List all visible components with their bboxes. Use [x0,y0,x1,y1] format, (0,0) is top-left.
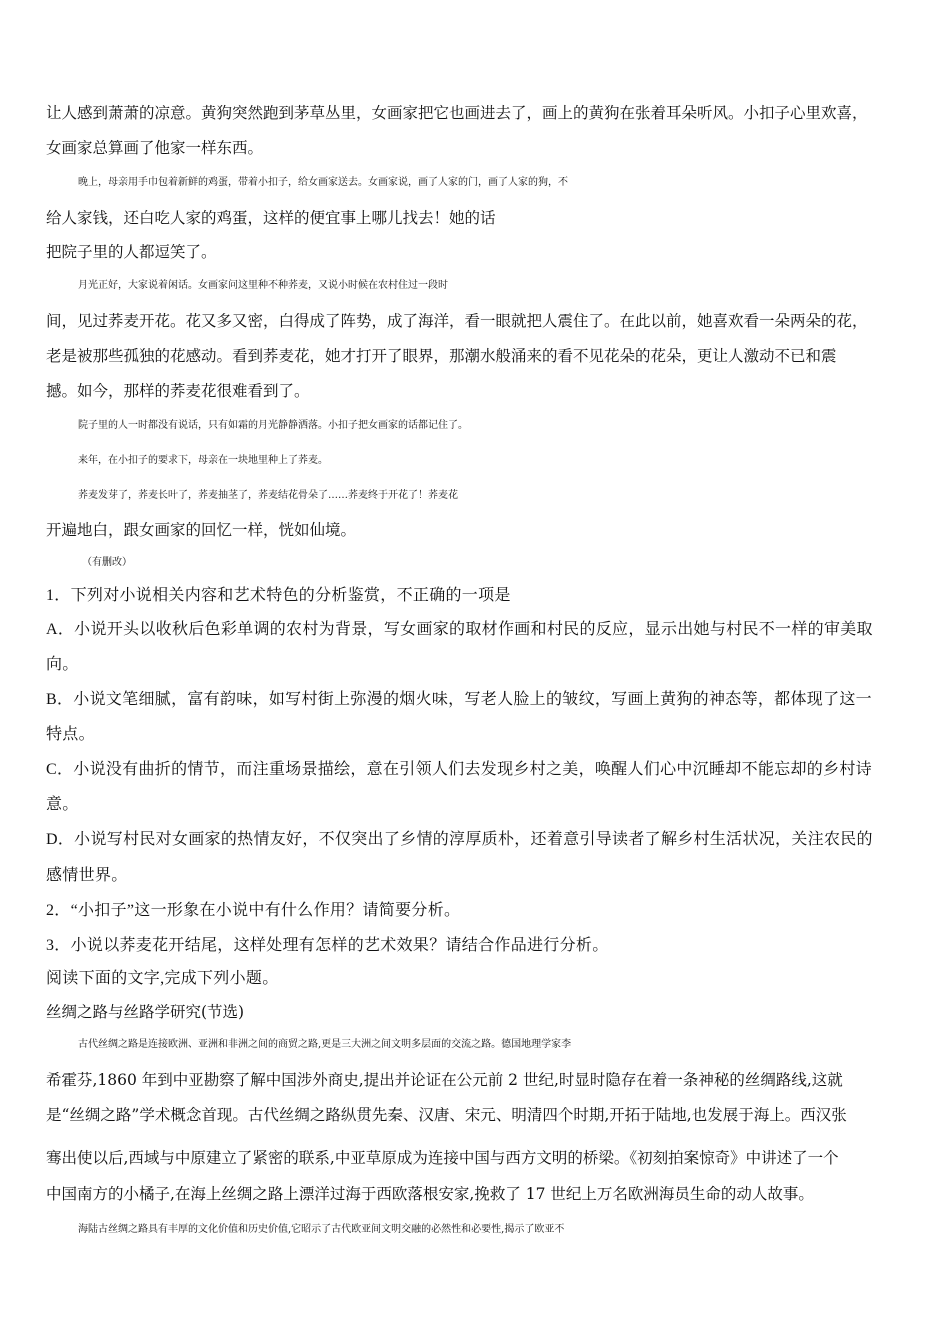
story-line: 女画家总算画了他家一样东西。 [46,139,264,157]
story-line: 间，见过荞麦开花。花又多又密，白得成了阵势，成了海洋，看一眼就把人震住了。在此以前，她喜欢看一朵两朵的花， [46,312,868,330]
story-line: 撼。如今，那样的荞麦花很难看到了。 [46,382,310,400]
story-line: 老是被那些孤独的花感动。看到荞麦花，她才打开了眼界，那潮水般涌来的看不见花朵的花朵，更让人激动不已和震 [46,347,837,365]
option-b-cont: 特点。 [46,726,95,743]
story-line: 院子里的人一时都没有说话，只有如霜的月光静静洒落。小扣子把女画家的话都记住了。 [78,420,468,431]
reading-instruction: 阅读下面的文字,完成下列小题。 [46,970,279,987]
story-line: 把院子里的人都逗笑了。 [46,243,217,261]
story-line: 开遍地白，跟女画家的回忆一样，恍如仙境。 [46,521,357,539]
story-line: 给人家钱，还白吃人家的鸡蛋，这样的便宜事上哪儿找去！她的话 [46,209,496,227]
option-d-cont: 感情世界。 [46,867,128,884]
story-line: 晚上，母亲用手巾包着新鲜的鸡蛋，带着小扣子，给女画家送去。女画家说，画了人家的门，画了人家的狗，不 [78,177,568,188]
passage-line: 海陆古丝绸之路具有丰厚的文化价值和历史价值,它昭示了古代欧亚间文明交融的必然性和必要性,揭示了欧亚不 [78,1224,565,1235]
option-b: B．小说文笔细腻，富有韵味，如写村街上弥漫的烟火味，写老人脸上的皱纹，写画上黄狗的神态等，都体现了这一 [46,691,872,708]
question-3: 3．小说以荞麦花开结尾，这样处理有怎样的艺术效果？请结合作品进行分析。 [46,937,609,954]
story-line: 荞麦发芽了，荞麦长叶了，荞麦抽茎了，荞麦结花骨朵了……荞麦终于开花了！荞麦花 [78,490,458,501]
passage-line: 是“丝绸之路”学术概念首现。古代丝绸之路纵贯先秦、汉唐、宋元、明清四个时期,开拓于陆地,也发展于海上。西汉张 [46,1106,847,1124]
passage-title: 丝绸之路与丝路学研究(节选) [46,1003,245,1021]
option-c: C．小说没有曲折的情节，而注重场景描绘，意在引领人们去发现乡村之美，唤醒人们心中沉睡却不能忘却的乡村诗 [46,761,872,778]
passage-line: 中国南方的小橘子,在海上丝绸之路上漂洋过海于西欧落根安家,挽救了 17 世纪上万名欧洲海员生命的动人故事。 [46,1185,814,1203]
question-1: 1．下列对小说相关内容和艺术特色的分析鉴赏，不正确的一项是 [46,587,511,604]
passage-line: 希霍芬,1860 年到中亚勘察了解中国涉外商史,提出并论证在公元前 2 世纪,时显时隐存在着一条神秘的丝绸路线,这就 [46,1071,843,1089]
option-d: D．小说写村民对女画家的热情友好，不仅突出了乡情的淳厚质朴，还着意引导读者了解乡村生活状况，关注农民的 [46,831,873,848]
option-a: A．小说开头以收秋后色彩单调的农村为背景，写女画家的取材作画和村民的反应，显示出她与村民不一样的审美取 [46,621,873,638]
story-line: 来年，在小扣子的要求下，母亲在一块地里种上了荞麦。 [78,455,328,466]
story-line: 让人感到萧萧的凉意。黄狗突然跑到茅草丛里，女画家把它也画进去了，画上的黄狗在张着耳朵听风。小扣子心里欢喜， [46,104,868,122]
revision-note: （有删改） [82,557,132,568]
passage-line: 骞出使以后,西域与中原建立了紧密的联系,中亚草原成为连接中国与西方文明的桥梁。《初刻拍案惊奇》中讲述了一个 [46,1149,839,1167]
question-2: 2．“小扣子”这一形象在小说中有什么作用？请简要分析。 [46,902,461,919]
option-c-cont: 意。 [46,796,79,813]
passage-line: 古代丝绸之路是连接欧洲、亚洲和非洲之间的商贸之路,更是三大洲之间文明多层面的交流之路。德国地理学家李 [78,1039,572,1050]
option-a-cont: 向。 [46,656,79,673]
story-line: 月光正好，大家说着闲话。女画家问这里种不种荞麦，又说小时候在农村住过一段时 [78,280,448,291]
